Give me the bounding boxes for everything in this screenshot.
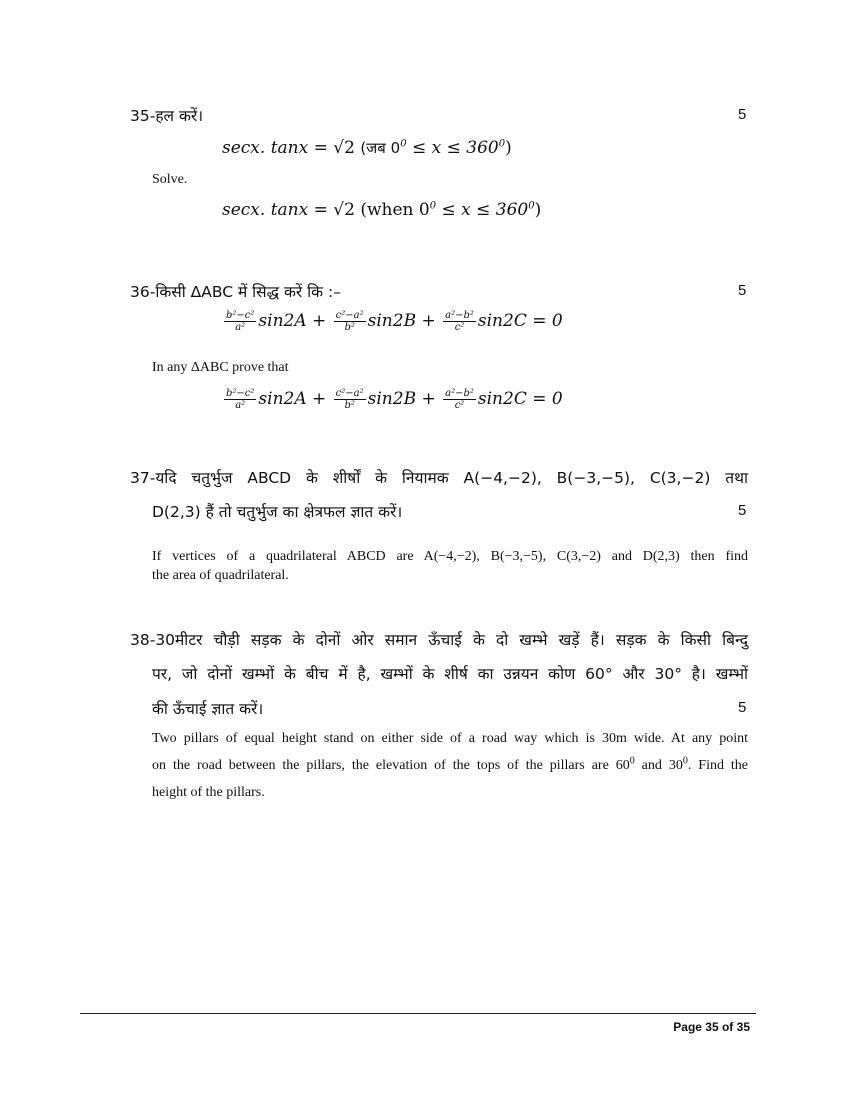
eq-cond-post: ) [505,138,512,158]
q37-hindi-line-2: D(2,3) हैं तो चतुर्भुज का क्षेत्रफल ज्ञात करें। [152,503,403,521]
eq-cond-sup2: 0 [528,200,535,212]
eq-cond-sup2: 0 [498,138,506,150]
eq-cond-mid: ≤ x ≤ 360 [411,138,499,158]
q36-marks: 5 [738,282,747,299]
q35-hindi-label: 35-हल करें। [130,107,204,125]
term-1: sin2A + [258,311,327,331]
term-2: sin2B + [367,389,436,409]
q36-equation-1 [222,310,563,333]
eq-cond-pre: (when 0 [360,200,430,220]
fraction-1: $\frac{\text{b²−c²}}{\text{a²}}$ [226,310,255,333]
q38-marks: 5 [738,699,747,716]
fraction-3: $\frac{\text{a²−b²}}{\text{c²}}$ [445,388,474,411]
fraction-2: $\frac{\text{c²−a²}}{\text{b²}}$ [335,310,364,333]
q35-marks: 5 [738,106,747,123]
q37-english-line-2: the area of quadrilateral. [152,568,289,583]
q37-hindi-line-1: 37-यदि चतुर्भुज ABCD के शीर्षों के नियामक A(−4,−2), B(−3,−5), C(3,−2) तथा [130,469,748,487]
q36-english-label: In any ΔABC prove that [152,360,289,375]
eq-cond-sup: 0 [429,200,437,212]
page-number: Page 35 of 35 [673,1020,750,1034]
q38-english-line-3: height of the pillars. [152,785,265,800]
q38-hindi-line-1: 38-30मीटर चौड़ी सड़क के दोनों ओर समान ऊँचाई के दो खम्भे खड़ें हैं। सड़क के किसी बिन्दु [130,631,748,649]
q37-english-line-1: If vertices of a quadrilateral ABCD are A(−4,−2), B(−3,−5), C(3,−2) and D(2,3) then find [152,549,748,564]
eq-rhs: √2 [333,138,355,158]
q38-hindi-line-2: पर, जो दोनों खम्भों के बीच में है, खम्भों के शीर्ष का उन्नयन कोण 60° और 30° है। खम्भों [152,665,748,683]
term-1: sin2A + [258,389,327,409]
eq-cond-mid: ≤ x ≤ 360 [441,200,529,220]
eq-cond-pre: (जब 0 [360,139,401,157]
q38-english-line-2: on the road between the pillars, the elevation of the tops of the pillars are $60^0$ and $30^0$. Find the [152,755,749,773]
q35-english-label: Solve. [152,172,188,187]
q36-hindi-label: 36-किसी ΔABC में सिद्ध करें कि :– [130,283,341,301]
q38-hindi-line-3: की ऊँचाई ज्ञात करें। [152,700,264,718]
eq-cond-sup: 0 [400,138,407,150]
eq-lhs: secx. tanx = [222,138,328,158]
eq-rhs: √2 [333,200,355,220]
fraction-1: $\frac{\text{b²−c²}}{\text{a²}}$ [226,388,255,411]
q36-equation-2 [222,388,563,411]
q35-equation-english [222,200,541,220]
q37-marks: 5 [738,502,747,519]
term-3: sin2C = 0 [477,389,563,409]
term-2: sin2B + [367,311,436,331]
eq-lhs: secx. tanx = [222,200,328,220]
eq-cond-post: ) [534,200,542,220]
fraction-3: $\frac{\text{a²−b²}}{\text{c²}}$ [445,310,474,333]
fraction-2: $\frac{\text{c²−a²}}{\text{b²}}$ [335,388,364,411]
footer-divider [80,1013,756,1014]
q38-english-line-1: Two pillars of equal height stand on either side of a road way which is 30m wide. At any point [152,731,748,746]
term-3: sin2C = 0 [477,311,563,331]
q35-equation-hindi [222,138,512,158]
